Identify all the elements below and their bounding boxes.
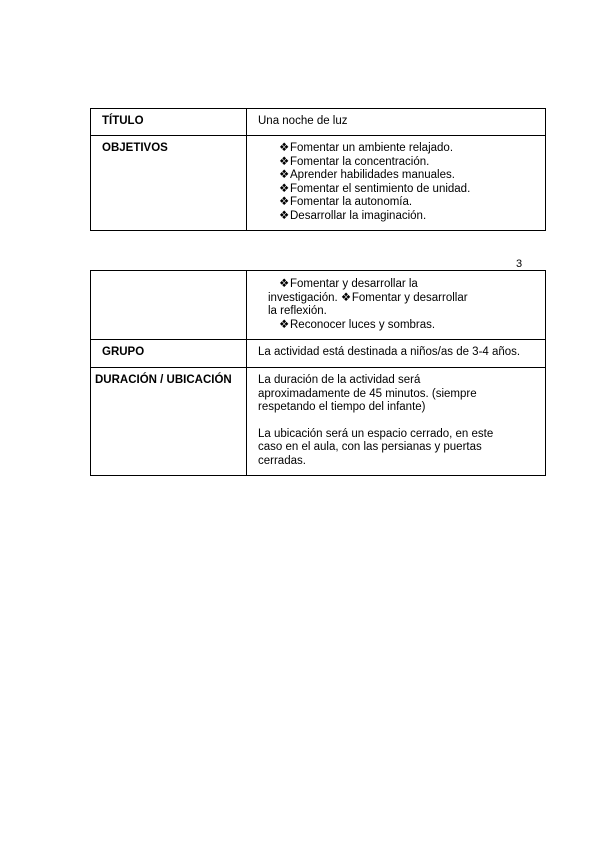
value-grupo: La actividad está destinada a niños/as de 3-4 años. [258, 346, 521, 358]
diamond-bullet-icon: ❖ [279, 196, 290, 208]
diamond-bullet-icon: ❖ [279, 155, 290, 168]
label-objetivos: OBJETIVOS [91, 136, 247, 230]
row-objetivos-continued [91, 271, 545, 340]
diamond-bullet-icon: ❖ [340, 291, 352, 304]
value-titulo: Una noche de luz [258, 115, 348, 127]
list-item: ❖Fomentar un ambiente relajado. [279, 142, 454, 154]
list-item: ❖Fomentar el sentimiento de unidad. [279, 182, 471, 195]
list-item: ❖Fomentar la autonomía. [279, 196, 413, 208]
row-grupo [91, 340, 545, 368]
list-item: ❖Fomentar la concentración. [279, 155, 430, 168]
paragraph-duracion: La duración de la actividad será aproximadamente de 45 minutos. (siempre respetando el tiempo del infante) [258, 374, 477, 413]
diamond-bullet-icon: ❖ [279, 278, 290, 290]
label-empty [91, 271, 247, 339]
row-duracion-ubicacion [91, 368, 545, 475]
list-item: ❖Aprender habilidades manuales. [279, 169, 455, 181]
list-item: ❖Fomentar y desarrollar la [279, 278, 418, 290]
diamond-bullet-icon: ❖ [279, 142, 290, 154]
diamond-bullet-icon: ❖ [279, 209, 290, 222]
label-grupo: GRUPO [91, 340, 247, 367]
value-duracion-ubicacion [247, 368, 545, 475]
table-actividad-2 [90, 270, 546, 476]
diamond-bullet-icon: ❖ [279, 318, 290, 331]
row-titulo [91, 109, 545, 136]
row-objetivos [91, 136, 545, 230]
list-item-continued: la reflexión. [268, 305, 327, 317]
list-item: ❖Desarrollar la imaginación. [279, 209, 427, 222]
page-number: 3 [516, 258, 523, 270]
objetivos-list [247, 136, 545, 230]
label-duracion-ubicacion: DURACIÓN / UBICACIÓN [91, 368, 247, 475]
objetivos-continued [247, 271, 545, 339]
list-item: ❖Reconocer luces y sombras. [279, 318, 436, 331]
diamond-bullet-icon: ❖ [279, 169, 290, 181]
list-item: investigación. ❖Fomentar y desarrollar [268, 291, 468, 304]
table-actividad-1 [90, 108, 546, 231]
label-titulo: TÍTULO [91, 109, 247, 135]
paragraph-ubicacion: La ubicación será un espacio cerrado, en este caso en el aula, con las persianas y puertas cerradas. [258, 427, 494, 467]
diamond-bullet-icon: ❖ [279, 182, 290, 195]
